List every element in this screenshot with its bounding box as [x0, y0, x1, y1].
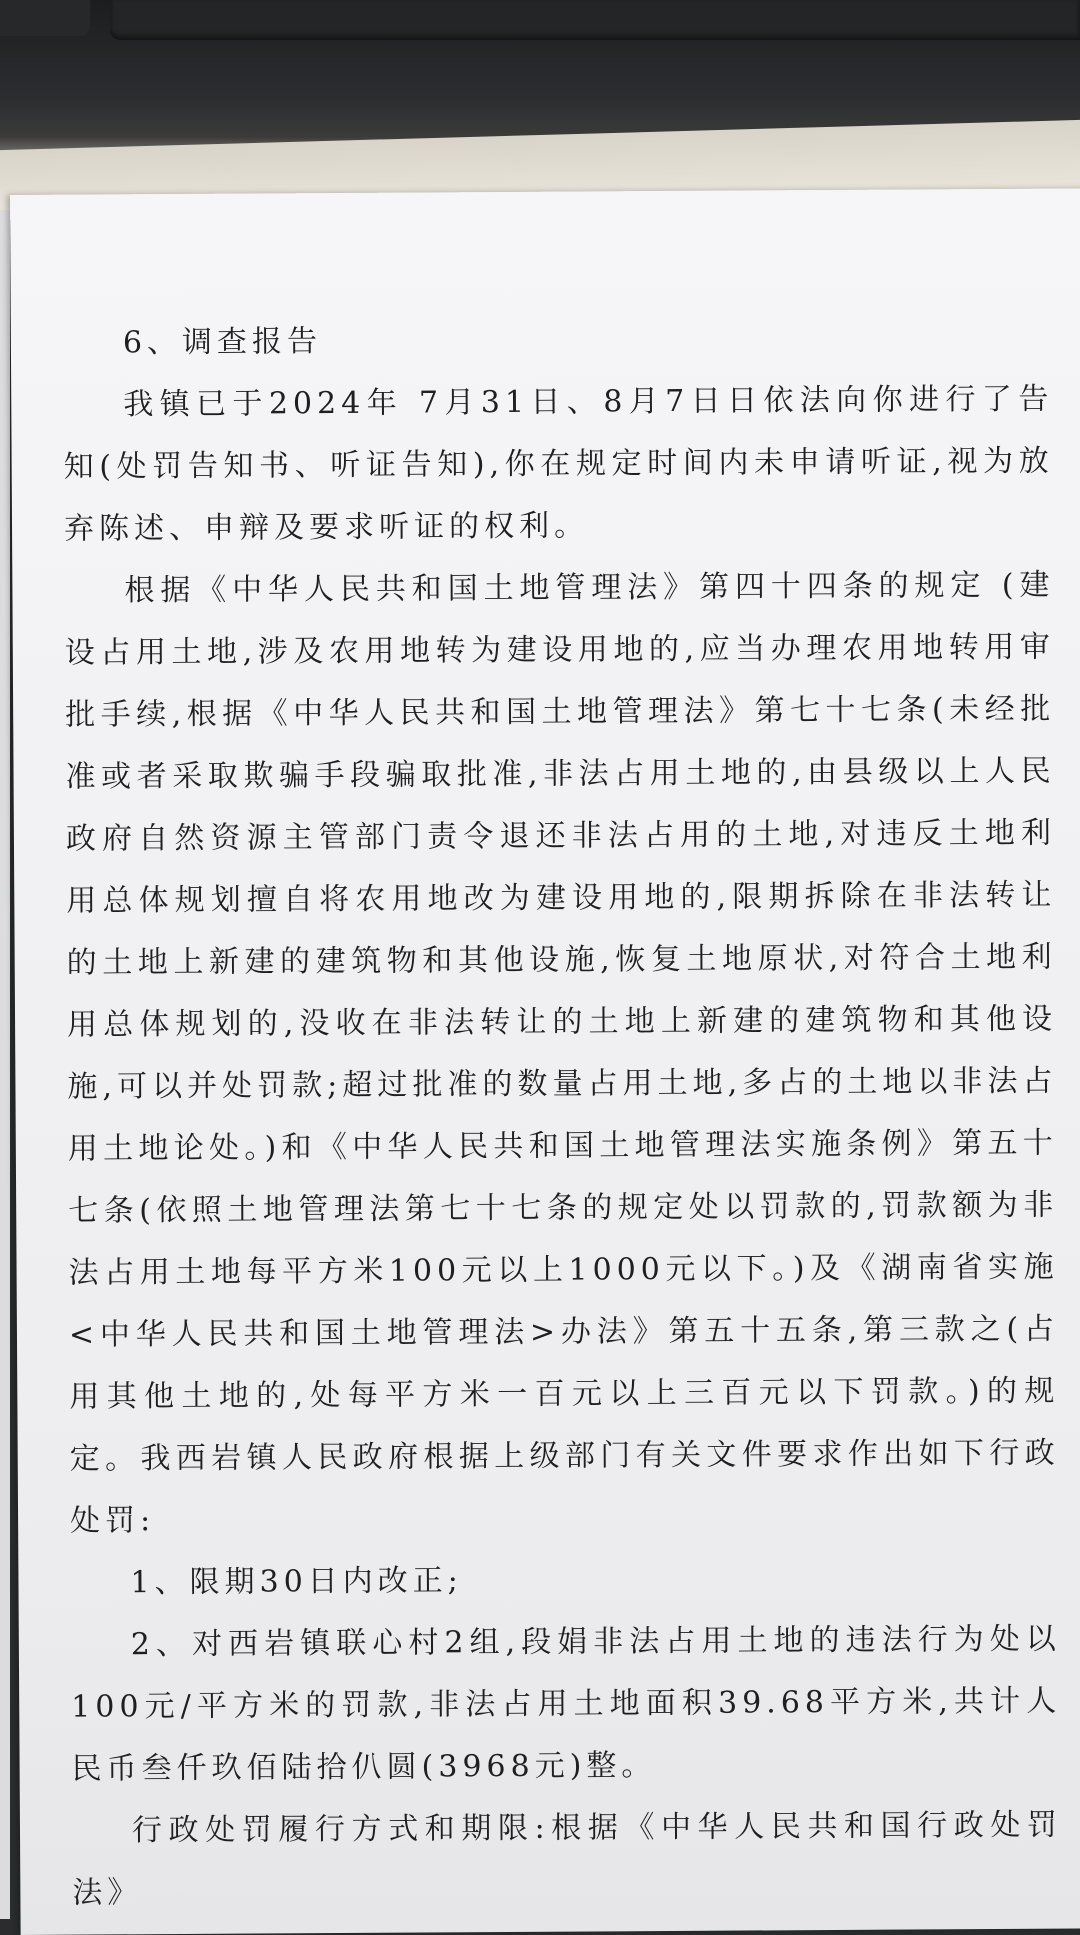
page-stack-edge — [0, 210, 10, 1919]
section-heading: 6、调查报告 — [122, 324, 323, 361]
keyboard-edge — [110, 0, 1080, 40]
paragraph-legal-basis: 根据《中华人民共和国土地管理法》第四十四条的规定 (建设占用土地,涉及农用地转为建设用地的,应当办理农用地转用审批手续,根据《中华人民共和国土地管理法》第七十七条(未经批准或者采取欺骗手段骗取批准,非法占用土地的,由县级以上人民政府自然资源主管部门责令退还非法占用的土地,对违反土地利用总体规划擅自将农用地改为建设用地的,限期拆除在非法转让的土地上新建的建筑物和其他设施,恢复土地原状,对符合土地利用总体规划的,没收在非法转让的土地上新建的建筑物和其他设施,可以并处罚款;超过批准的数量占用土地,多占的土地以非法占用土地论处。)和《中华人民共和国土地管理法实施条例》第五十七条(依照土地管理法第七十七条的规定处以罚款的,罚款额为非法占用土地每平方米100元以上1000元以下。)及《湖南省实施<中华人民共和国土地管理法>办法》第五十五条,第三款之(占用其他土地的,处每平方米一百元以上三百元以下罚款。)的规定。我西岩镇人民政府根据上级部门有关文件要求作出如下行政处罚: — [64, 567, 1060, 1539]
paragraph-execution: 行政处罚履行方式和期限:根据《中华人民共和国行政处罚法》 — [72, 1807, 1063, 1911]
paragraph-penalty-item-2: 2、对西岩镇联心村2组,段娟非法占用土地的违法行为处以100元/平方米的罚款,非法占用土地面积39.68平方米,共计人民币叁仟玖佰陆拾仈圆(3968元)整。 — [71, 1621, 1062, 1787]
document-page — [10, 188, 1080, 1935]
keyboard-edge-left — [0, 0, 90, 36]
paragraph-penalty-item-1: 1、限期30日内改正; — [130, 1563, 463, 1601]
paragraph-notice: 我镇已于2024年 7月31日、8月7日日依法向你进行了告知(处罚告知书、听证告知),你在规定时间内未申请听证,视为放弃陈述、申辩及要求听证的权利。 — [63, 381, 1054, 547]
document-body — [63, 307, 1063, 1925]
